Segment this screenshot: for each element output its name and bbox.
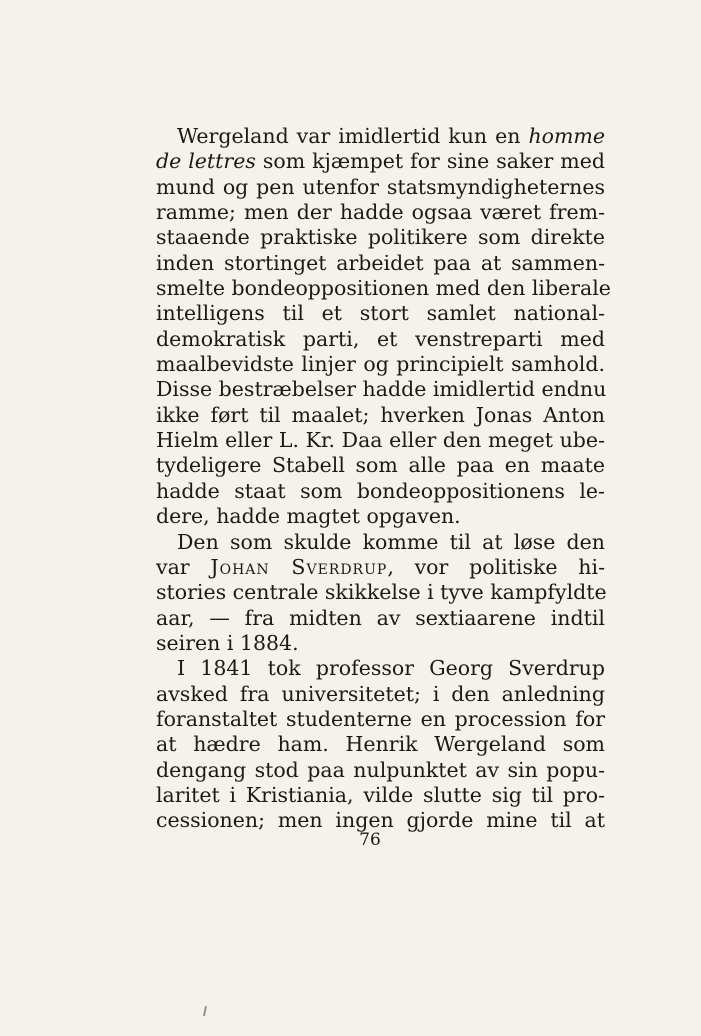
text-line: hadde staat som bondeoppositionens le- [156,478,605,503]
text-line: seiren i 1884. [156,630,299,655]
text-line [156,555,605,580]
text-line: staaende praktiske politikere som direkte [156,225,605,250]
text-line: Disse bestræbelser hadde imidlertid endnu [156,377,607,402]
text-line: tydeligere Stabell som alle paa en maate [156,453,605,478]
line-text: , vor politiske hi- [387,554,605,579]
text-line: dere, hadde magtet opgaven. [156,504,461,529]
text-line: laritet i Kristiania, vilde slutte sig til pro- [156,782,605,807]
text-line: ikke ført til maalet; hverken Jonas Anton [156,402,605,427]
text-line: I 1841 tok professor Georg Sverdrup [177,656,605,681]
page-number: 76 [359,830,381,850]
italic-phrase: de lettres [156,149,256,174]
italic-phrase: homme [528,124,605,148]
line-text: som kjæmpet for sine saker med [255,149,605,174]
line-text: var [156,554,211,579]
text-line: Hielm eller L. Kr. Daa eller den meget ube- [156,428,605,453]
text-line: mund og pen utenfor statsmyndigheternes [156,174,605,199]
text-line: dengang stod paa nulpunktet av sin popu- [156,757,605,782]
text-line: maalbevidste linjer og principielt samhold. [156,352,605,377]
text-line: demokratisk parti, et venstreparti med [156,326,605,351]
text-line: Den som skulde komme til at løse den [177,529,605,554]
text-line: at hædre ham. Henrik Wergeland som [156,732,605,757]
text-line: aar, — fra midten av sextiaarene indtil [156,605,605,630]
person-name: Johan Sverdrup [210,554,388,579]
text-line: foranstaltet studenterne en procession for [156,706,605,731]
line-text: Wergeland var imidlertid kun en [177,124,529,148]
text-line: cessionen; men ingen gjorde mine til at [156,808,605,833]
text-line: stories centrale skikkelse i tyve kampfyldte [156,580,607,605]
text-line: intelligens til et stort samlet national- [156,301,605,326]
text-line: avsked fra universitetet; i den anledning [156,681,605,706]
text-line [156,124,605,149]
text-line [156,149,605,174]
body-text [156,124,611,834]
scan-speck [203,1006,207,1016]
text-line: inden stortinget arbeidet paa at sammen- [156,250,605,275]
text-line: smelte bondeoppositionen med den liberale [156,276,611,301]
text-line: ramme; men der hadde ogsaa været frem- [156,200,605,225]
